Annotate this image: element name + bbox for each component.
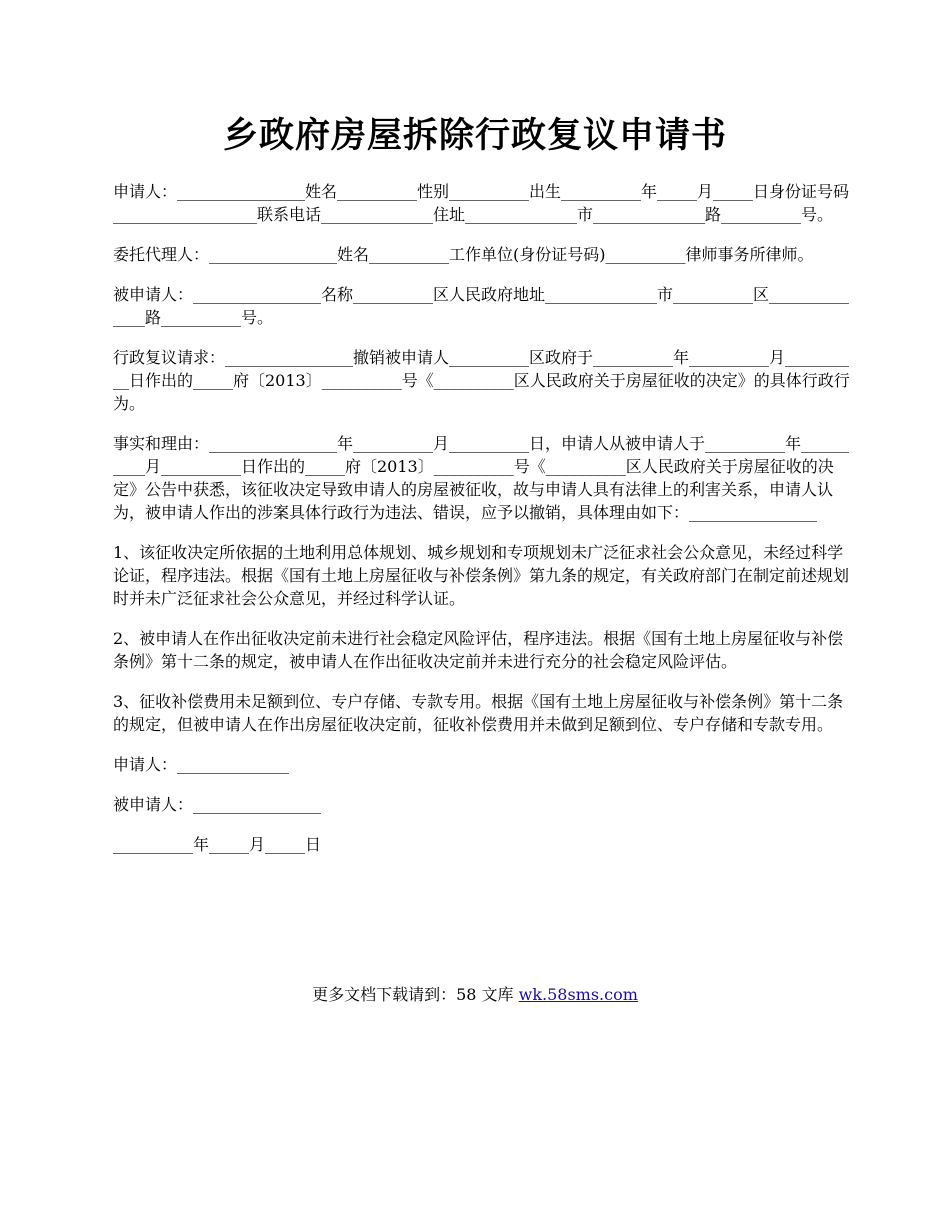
footer-text: 更多文档下载请到：58 文库	[312, 985, 519, 1004]
footer-link[interactable]: wk.58sms.com	[518, 985, 638, 1004]
footer	[0, 984, 950, 1006]
respondent-info-paragraph: 被申请人：________________名称__________区人民政府地址______________市__________区______________路__________号。	[113, 285, 850, 327]
respondent-signature-line: 被申请人：________________	[113, 795, 322, 814]
applicant-info-paragraph: 申请人：________________姓名__________性别__________出生__________年_____月_____日身份证号码__________________联系电话______________住址______________市______________路__________号。	[113, 182, 850, 224]
review-request-paragraph: 行政复议请求：________________撤销被申请人__________区政府于__________年__________月__________日作出的_____府〔2013〕__________号《__________区人民政府关于房屋征收的决定》的具体行政行为。	[113, 348, 850, 413]
date-line: __________年_____月_____日	[113, 835, 322, 854]
applicant-signature-line: 申请人：______________	[113, 755, 290, 774]
reason-2-paragraph: 2、被申请人在作出征收决定前未进行社会稳定风险评估，程序违法。根据《国有土地上房屋征收与补偿条例》第十二条的规定，被申请人在作出征收决定前并未进行充分的社会稳定风险评估。	[113, 629, 844, 671]
reason-3-paragraph: 3、征收补偿费用未足额到位、专户存储、专款专用。根据《国有土地上房屋征收与补偿条例》第十二条的规定，但被申请人在作出房屋征收决定前，征收补偿费用并未做到足额到位、专户存储和专款专用。	[113, 692, 844, 734]
document-body	[113, 180, 853, 873]
reason-1-paragraph: 1、该征收决定所依据的土地利用总体规划、城乡规划和专项规划未广泛征求社会公众意见，未经过科学论证，程序违法。根据《国有土地上房屋征收与补偿条例》第九条的规定，有关政府部门在制定前述规划时并未广泛征求社会公众意见，并经过科学认证。	[113, 543, 850, 608]
facts-reasons-paragraph: 事实和理由：________________年__________月__________日，申请人从被申请人于__________年__________月__________日作出的_____府〔2013〕__________号《__________区人民政府关于房屋征收的决定》公告中获悉，该征收决定导致申请人的房屋被征收，故与申请人具有法律上的利害关系，申请人认为，被申请人作出的涉案具体行政行为违法、错误，应予以撤销，具体理由如下：________________	[113, 434, 850, 522]
agent-info-paragraph: 委托代理人：________________姓名__________工作单位(身份证号码)__________律师事务所律师。	[113, 245, 814, 264]
document-title: 乡政府房屋拆除行政复议申请书	[222, 115, 727, 156]
